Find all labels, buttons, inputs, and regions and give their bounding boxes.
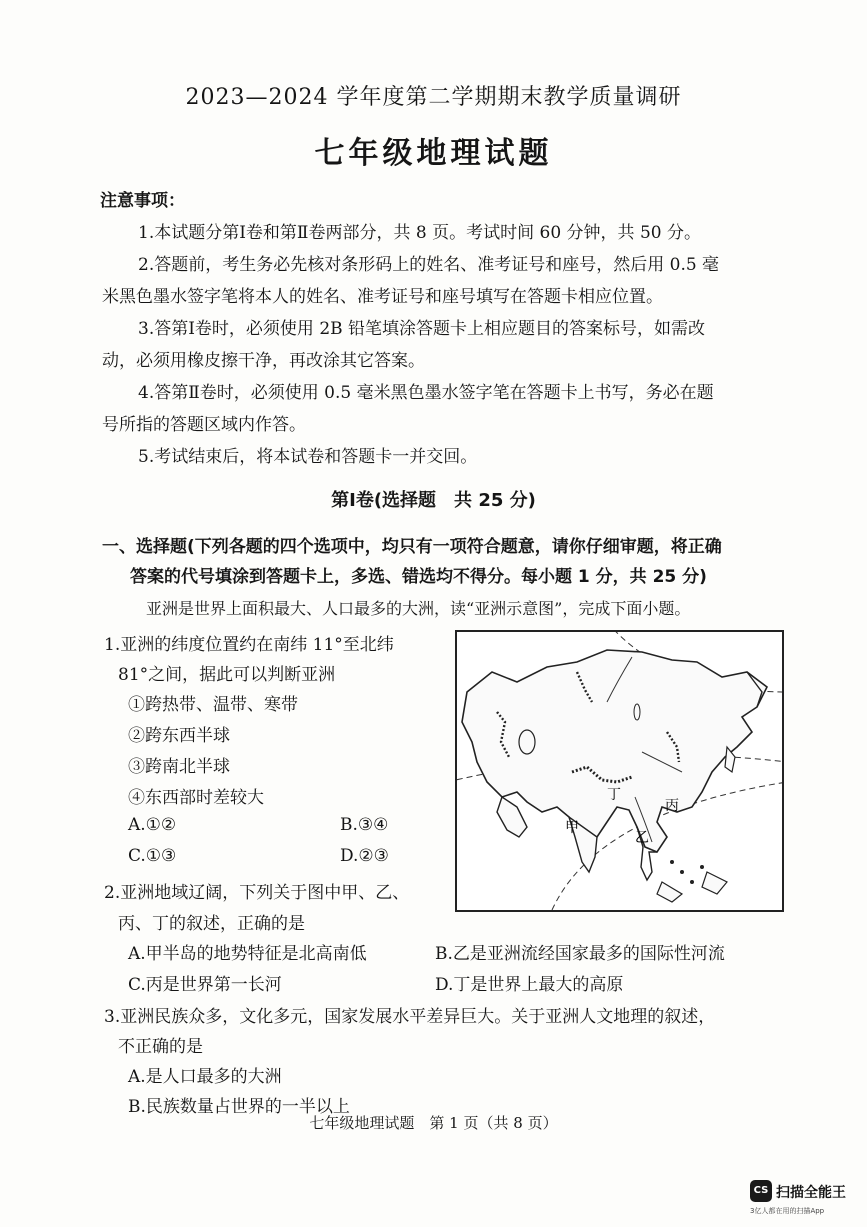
question-stem: 2.亚洲地域辽阔，下列关于图中甲、乙、	[104, 883, 410, 903]
notice-heading: 注意事项：	[100, 191, 185, 211]
option-d: D.②③	[340, 846, 389, 866]
notice-item: 4.答第Ⅱ卷时，必须使用 0.5 毫米黑色墨水签字笔在答题卡上书写，务必在题	[138, 383, 714, 403]
lake-baikal	[634, 704, 640, 720]
group-intro: 亚洲是世界上面积最大、人口最多的大洲，读“亚洲示意图”，完成下面小题。	[146, 599, 691, 618]
arabian-peninsula	[497, 797, 527, 837]
question-stem: 丙、丁的叙述，正确的是	[118, 914, 305, 934]
asia-map	[455, 630, 784, 912]
map-label-jia: 甲	[565, 820, 579, 836]
option-c: C.丙是世界第一长河	[128, 975, 282, 995]
exam-year-title: 2023—2024 学年度第二学期期末教学质量调研	[185, 85, 682, 110]
option-a: A.①②	[128, 815, 177, 835]
statement-item: ③跨南北半球	[128, 757, 230, 777]
caspian-sea	[519, 730, 535, 754]
option-d: D.丁是世界上最大的高原	[435, 975, 624, 995]
instruction-line: 一、选择题(下列各题的四个选项中，均只有一项符合题意，请你仔细审题，将正确	[102, 537, 722, 557]
option-a: A.是人口最多的大洲	[128, 1067, 282, 1087]
option-b: B.民族数量占世界的一半以上	[128, 1097, 350, 1117]
notice-item: 动，必须用橡皮擦干净，再改涂其它答案。	[102, 351, 425, 371]
map-label-yi: 乙	[635, 830, 649, 846]
exam-main-title: 七年级地理试题	[314, 136, 553, 171]
notice-item: 米黑色墨水签字笔将本人的姓名、准考证号和座号填写在答题卡相应位置。	[102, 287, 663, 307]
option-a: A.甲半岛的地势特征是北高南低	[128, 944, 367, 964]
island-outline	[702, 872, 727, 894]
statement-item: ④东西部时差较大	[128, 788, 264, 808]
notice-item: 3.答第Ⅰ卷时，必须使用 2B 铅笔填涂答题卡上相应题目的答案标号，如需改	[138, 319, 706, 339]
map-label-bing: 丙	[665, 798, 679, 814]
question-stem: 3.亚洲民族众多，文化多元，国家发展水平差异巨大。关于亚洲人文地理的叙述，	[104, 1007, 716, 1027]
island-outline	[657, 882, 682, 902]
notice-item: 1.本试题分第Ⅰ卷和第Ⅱ卷两部分，共 8 页。考试时间 60 分钟，共 50 分。	[138, 223, 701, 243]
watermark-name: 扫描全能王	[776, 1185, 846, 1201]
statement-item: ②跨东西半球	[128, 726, 230, 746]
option-c: C.①③	[128, 846, 177, 866]
scanner-watermark	[750, 1180, 860, 1220]
notice-item: 2.答题前，考生务必先核对条形码上的姓名、准考证号和座号，然后用 0.5 毫	[138, 255, 720, 275]
statement-item: ①跨热带、温带、寒带	[128, 695, 298, 715]
island-dot	[680, 870, 684, 874]
instruction-line: 答案的代号填涂到答题卡上，多选、错选均不得分。每小题 1 分，共 25 分)	[130, 567, 707, 587]
option-b: B.乙是亚洲流经国家最多的国际性河流	[435, 944, 725, 964]
map-label-ding: 丁	[607, 787, 621, 803]
notice-item: 号所指的答题区域内作答。	[102, 415, 306, 435]
question-stem: 81°之间，据此可以判断亚洲	[118, 665, 336, 685]
page-footer: 七年级地理试题 第 1 页（共 8 页）	[309, 1114, 558, 1132]
question-stem: 1.亚洲的纬度位置约在南纬 11°至北纬	[104, 635, 394, 655]
island-dot	[700, 865, 704, 869]
watermark-subtitle: 3亿人都在用的扫描App	[750, 1207, 825, 1215]
island-dot	[670, 860, 674, 864]
asia-map-drawing	[457, 632, 782, 910]
island-dot	[690, 880, 694, 884]
question-stem: 不正确的是	[118, 1037, 203, 1057]
notice-item: 5.考试结束后，将本试卷和答题卡一并交回。	[138, 447, 478, 467]
option-b: B.③④	[340, 815, 389, 835]
section-title: 第Ⅰ卷(选择题 共 25 分)	[331, 490, 536, 511]
camscanner-logo-icon: CS	[750, 1180, 772, 1202]
